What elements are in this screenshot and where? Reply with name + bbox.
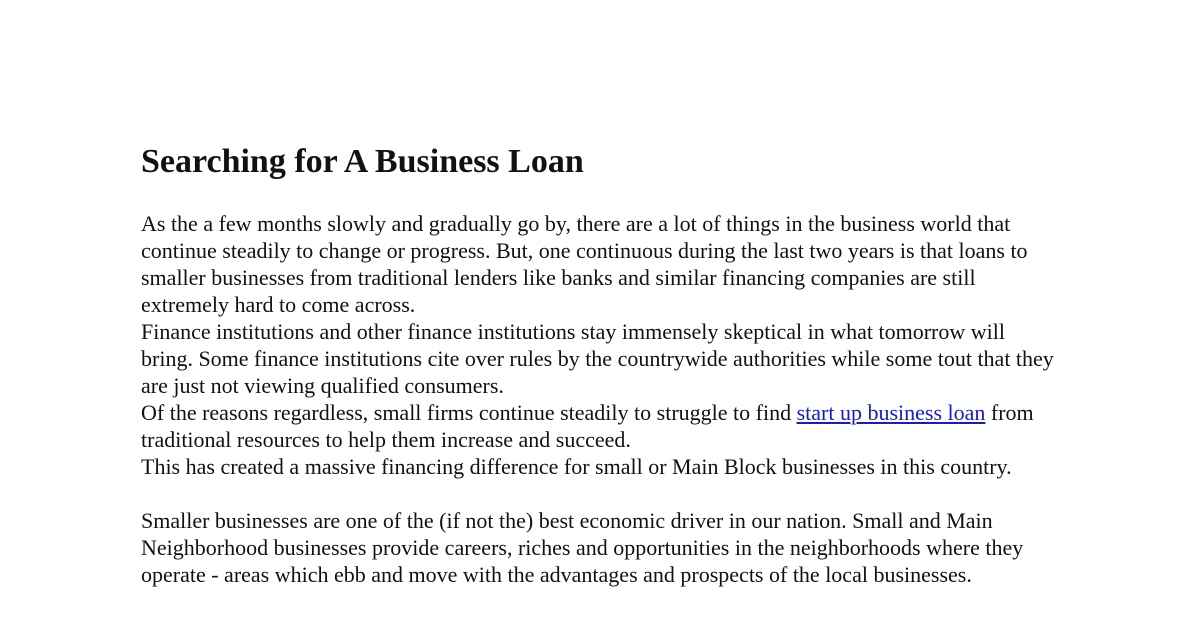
paragraph-5: Smaller businesses are one of the (if not the) best economic driver in our nation. Small and Main Neighborhood businesses provide careers, riches and opportunities in the neighborhoods where they operate - areas which ebb and move with the advantages and prospects of the local businesses.: [141, 508, 1024, 587]
paragraph-1: As the a few months slowly and gradually go by, there are a lot of things in the business world that continue steadily to change or progress. But, one continuous during the last two years is that loans to smaller businesses from traditional lenders like banks and similar financing companies are still extremely hard to come across.: [141, 211, 1028, 317]
paragraph-2: Finance institutions and other finance institutions stay immensely skeptical in what tomorrow will bring. Some finance institutions cite over rules by the countrywide authorities while some tout that they are just not viewing qualified consumers.: [141, 319, 1054, 398]
paragraph-3-text-after: from traditional resources to help them increase and succeed.: [141, 400, 1034, 452]
paragraph-4: This has created a massive financing difference for small or Main Block businesses in this country.: [141, 454, 1012, 479]
document-title: Searching for A Business Loan: [141, 143, 584, 180]
paragraph-3-text-before: Of the reasons regardless, small firms continue steadily to struggle to find: [141, 400, 797, 425]
paragraph-3: [141, 399, 1061, 453]
document-page: [141, 140, 1061, 588]
document-body: [141, 210, 1061, 588]
start-up-business-loan-link[interactable]: start up business loan: [796, 400, 986, 425]
